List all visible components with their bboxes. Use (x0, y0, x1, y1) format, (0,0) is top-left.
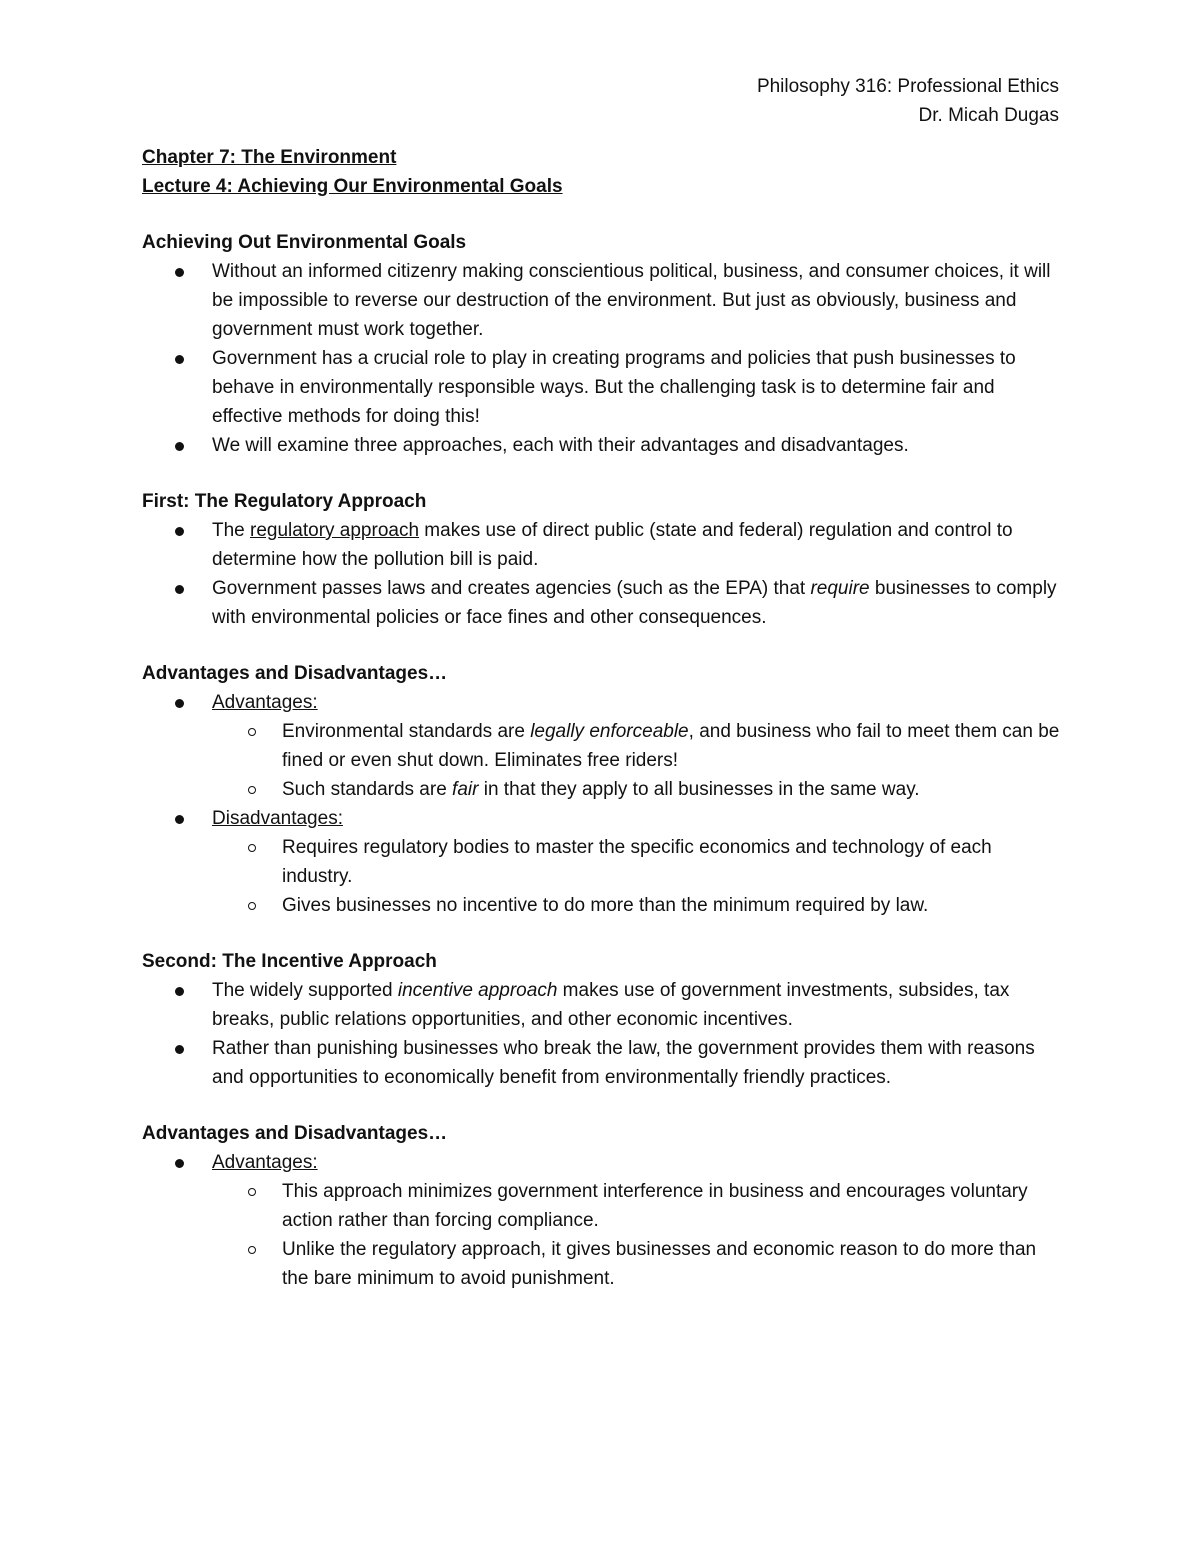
emphasis: require (810, 578, 870, 599)
bullet-icon (175, 699, 184, 708)
sub-list-item: Unlike the regulatory approach, it gives businesses and economic reason to do more than the bare minimum to avoid punishment. (212, 1235, 1062, 1293)
lecture-title: Lecture 4: Achieving Our Environmental Goals (142, 176, 563, 197)
emphasis: fair (452, 779, 479, 800)
emphasis: incentive approach (397, 980, 558, 1001)
section-heading: Advantages and Disadvantages… (142, 1123, 448, 1144)
list-item: Rather than punishing businesses who break the law, the government provides them with reasons and opportunities to economically benefit from environmentally friendly practices. (142, 1034, 1062, 1092)
sub-list (212, 1177, 1062, 1293)
section-heading: Advantages and Disadvantages… (142, 663, 448, 684)
course-header (757, 72, 1059, 130)
section-incentive-approach (142, 947, 1062, 1092)
bullet-icon (175, 442, 184, 451)
list-item: We will examine three approaches, each with their advantages and disadvantages. (142, 431, 1062, 460)
section-incentive-pros-cons (142, 1119, 1062, 1293)
bullet-list (142, 516, 1062, 632)
sub-list-item: Requires regulatory bodies to master the specific economics and technology of each industry. (212, 833, 1062, 891)
circle-bullet-icon (248, 786, 256, 794)
bullet-icon (175, 585, 184, 594)
document-titles (142, 143, 563, 201)
advantages-label: Advantages: (212, 692, 318, 713)
circle-bullet-icon (248, 1188, 256, 1196)
sub-list (212, 717, 1062, 804)
section-heading: Achieving Out Environmental Goals (142, 232, 467, 253)
list-item: Government has a crucial role to play in creating programs and policies that push businesses to behave in environmentally responsible ways. But the challenging task is to determine fair and effective methods for doing this! (142, 344, 1062, 431)
circle-bullet-icon (248, 1246, 256, 1254)
course-title: Philosophy 316: Professional Ethics (756, 76, 1059, 97)
sub-list-item: Such standards are fair in that they apply to all businesses in the same way. (212, 775, 1062, 804)
key-term: regulatory approach (250, 520, 420, 541)
circle-bullet-icon (248, 844, 256, 852)
lecture-content (142, 228, 1062, 1320)
bullet-icon (175, 815, 184, 824)
sub-list-item: Gives businesses no incentive to do more than the minimum required by law. (212, 891, 1062, 920)
circle-bullet-icon (248, 902, 256, 910)
disadvantages-label: Disadvantages: (212, 808, 343, 829)
bullet-icon (175, 1159, 184, 1168)
sub-list-item: Environmental standards are legally enforceable, and business who fail to meet them can be fined or even shut down. Eliminates free riders! (212, 717, 1062, 775)
bullet-icon (175, 268, 184, 277)
list-item: Without an informed citizenry making conscientious political, business, and consumer choices, it will be impossible to reverse our destruction of the environment. But just as obviously, business and government must work together. (142, 257, 1062, 344)
emphasis: legally enforceable (530, 721, 689, 742)
chapter-title: Chapter 7: The Environment (142, 147, 397, 168)
bullet-icon (175, 527, 184, 536)
bullet-list (142, 688, 1062, 920)
section-heading: Second: The Incentive Approach (142, 951, 437, 972)
section-regulatory-pros-cons (142, 659, 1062, 920)
bullet-icon (175, 987, 184, 996)
circle-bullet-icon (248, 728, 256, 736)
bullet-icon (175, 1045, 184, 1054)
list-item: The widely supported incentive approach makes use of government investments, subsides, tax breaks, public relations opportunities, and other economic incentives. (142, 976, 1062, 1034)
list-item: The regulatory approach makes use of direct public (state and federal) regulation and control to determine how the pollution bill is paid. (142, 516, 1062, 574)
section-heading: First: The Regulatory Approach (142, 491, 427, 512)
advantages-label: Advantages: (212, 1152, 318, 1173)
bullet-list (142, 1148, 1062, 1293)
sub-list-item: This approach minimizes government interference in business and encourages voluntary action rather than forcing compliance. (212, 1177, 1062, 1235)
list-item (142, 804, 1062, 920)
sub-list (212, 833, 1062, 920)
list-item: Government passes laws and creates agencies (such as the EPA) that require businesses to comply with environmental policies or face fines and other consequences. (142, 574, 1062, 632)
section-achieving-goals (142, 228, 1062, 460)
bullet-icon (175, 355, 184, 364)
list-item (142, 688, 1062, 804)
list-item (142, 1148, 1062, 1293)
bullet-list (142, 257, 1062, 460)
section-regulatory-approach (142, 487, 1062, 632)
instructor-name: Dr. Micah Dugas (918, 105, 1059, 126)
bullet-list (142, 976, 1062, 1092)
